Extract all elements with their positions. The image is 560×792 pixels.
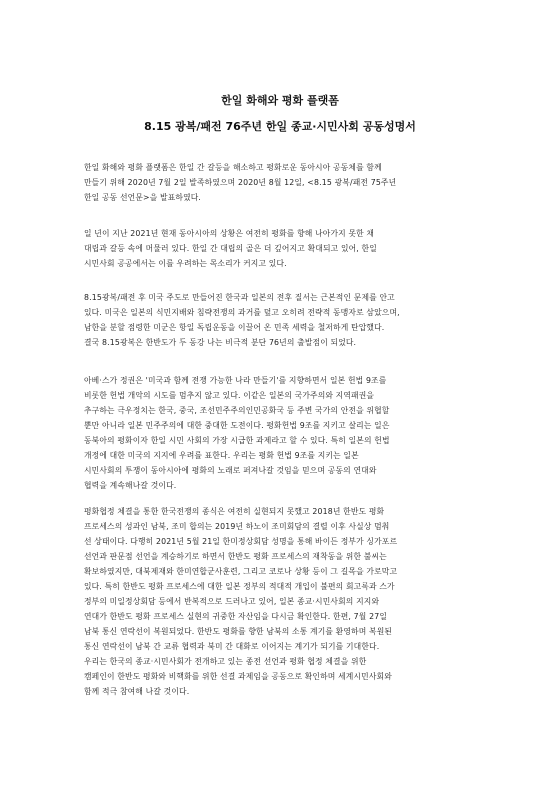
paragraph-line: 확보하였지만, 대북제재와 한미연합군사훈련, 그리고 코로나 상황 등이 그 길목을 가로막고 — [84, 567, 398, 576]
paragraph-line: 동북아의 평화이자 한일 시민 사회의 가장 시급한 과제라고 할 수 있다. 특히 일본의 헌법 — [84, 436, 390, 445]
paragraph-line: 남한을 분할 점령한 미군은 항일 독립운동을 이끌어 온 민족 세력을 철저하게 탄압했다. — [84, 323, 385, 332]
paragraph-line: 만들기 위해 2020년 7월 2일 발족하였으며 2020년 8월 12일, <8.15 광복/패전 75주년 — [84, 178, 397, 187]
paragraph-2 — [84, 226, 476, 271]
paragraph-line: 남북 통신 연락선이 복원되었다. 한반도 평화를 향한 남북의 소통 계기를 환영하며 복원된 — [84, 627, 393, 636]
document-title: 한일 화해와 평화 플랫폼 — [221, 94, 339, 107]
paragraph-line: 선언과 판문점 선언을 계승하기로 하면서 한반도 평화 프로세스의 재착동을 위한 불씨는 — [84, 552, 387, 561]
paragraph-line: 비롯한 헌법 개악의 시도를 멈추지 않고 있다. 이같은 일본의 국가주의와 지역패권을 — [84, 391, 375, 400]
paragraph-line: 대립과 갈등 속에 머물러 있다. 한일 간 대립의 골은 더 깊어지고 확대되고 있어, 한일 — [84, 244, 377, 253]
paragraph-line: 시민사회의 투쟁이 동아시아에 평화의 노래로 퍼져나갈 것임을 믿으며 공동의 연대와 — [84, 466, 377, 475]
paragraph-line: 개정에 대한 미국의 지지에 우려를 표한다. 우리는 평화 헌법 9조를 지키는 일본 — [84, 451, 359, 460]
paragraph-line: 캠페인이 한반도 평화와 비핵화를 위한 선결 과제임을 공동으로 확인하며 세계시민사회와 — [84, 672, 392, 681]
paragraph-line: 시민사회 공공에서는 이를 우려하는 목소리가 커지고 있다. — [84, 259, 287, 268]
paragraph-line: 추구하는 극우정치는 한국, 중국, 조선민주주의인민공화국 등 주변 국가의 안전을 위협할 — [84, 406, 390, 415]
paragraph-line: 통신 연락선이 남북 간 교류 협력과 북미 간 대화로 이어지는 계기가 되기를 기대한다. — [84, 642, 380, 651]
paragraph-1 — [84, 160, 476, 205]
paragraph-3 — [84, 290, 476, 350]
paragraph-line: 협력을 계속해나갈 것이다. — [84, 481, 177, 490]
document-subtitle: 8.15 광복/패전 76주년 한일 종교·시민사회 공동성명서 — [144, 120, 416, 133]
paragraph-line: 함께 적극 참여해 나갈 것이다. — [84, 687, 190, 696]
paragraph-line: 일 년이 지난 2021년 현재 동아시아의 상황은 여전히 평화를 향해 나아가지 못한 채 — [84, 229, 375, 238]
paragraph-line: 아베·스가 정권은 '미국과 함께 전쟁 가능한 나라 만들기'를 지향하면서 일본 헌법 9조를 — [84, 376, 387, 385]
paragraph-line: 프로세스의 성과인 남북, 조미 합의는 2019년 하노이 조미회담의 결렬 이후 사실상 멈춰 — [84, 522, 390, 531]
paragraph-4 — [84, 373, 476, 493]
paragraph-line: 한일 화해와 평화 플랫폼은 한일 간 갈등을 해소하고 평화로운 동아시아 공동체를 함께 — [84, 163, 382, 172]
paragraph-line: 연대가 한반도 평화 프로세스 실현의 귀중한 자산임을 다시금 확인한다. 한편, 7월 27일 — [84, 612, 387, 621]
paragraph-line: 정부의 미일정상회담 등에서 반복적으로 드러나고 있어, 일본 종교·시민사회의 지지와 — [84, 597, 380, 606]
paragraph-line: 평화협정 체결을 통한 한국전쟁의 종식은 여전히 실현되지 못했고 2018년 한반도 평화 — [84, 507, 385, 516]
paragraph-5 — [84, 504, 476, 699]
paragraph-line: 8.15광복/패전 후 미국 주도로 만들어진 한국과 일본의 전후 질서는 근본적인 문제를 안고 — [84, 293, 395, 302]
paragraph-line: 있다. 미국은 일본의 식민지배와 침략전쟁의 과거를 덮고 오히려 전략적 동맹자로 삼았으며, — [84, 308, 400, 317]
paragraph-line: 뿐만 아니라 일본 민주주의에 대한 중대한 도전이다. 평화헌법 9조를 지키고 살리는 일은 — [84, 421, 390, 430]
paragraph-line: 한일 공동 선언문>을 발표하였다. — [84, 193, 202, 202]
paragraph-line: 선 상태이다. 다행히 2021년 5월 21일 한미정상회담 성명을 통해 바이든 정부가 싱가포르 — [84, 537, 398, 546]
paragraph-line: 있다. 특히 한반도 평화 프로세스에 대한 일본 정부의 적대적 개입이 불편의 회고록과 스가 — [84, 582, 395, 591]
paragraph-line: 우리는 한국의 종교·시민사회가 전개하고 있는 종전 선언과 평화 협정 체결을 위한 — [84, 657, 367, 666]
paragraph-line: 결국 8.15광복은 한반도가 두 동강 나는 비극적 분단 76년의 출발점이 되었다. — [84, 338, 357, 347]
